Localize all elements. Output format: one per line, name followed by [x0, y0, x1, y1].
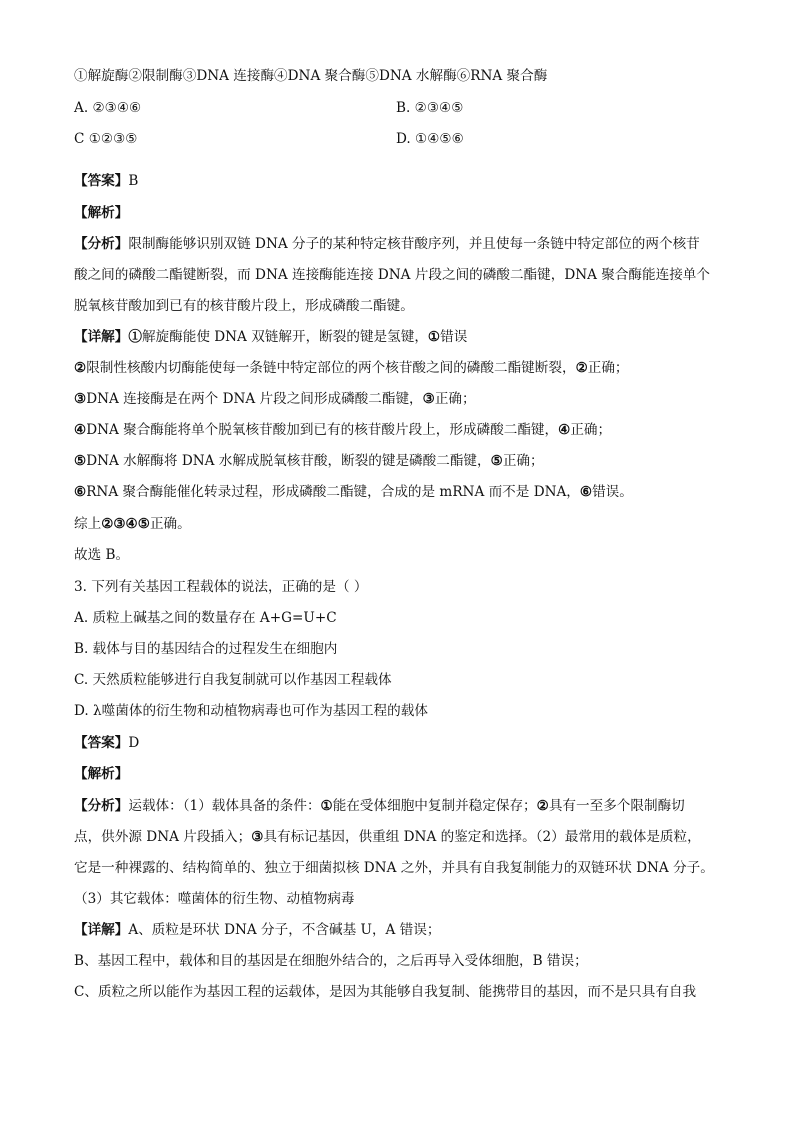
detail-line-3: ③DNA 连接酶是在两个 DNA 片段之间形成磷酸二酯键，③正确； — [74, 391, 476, 407]
detail-line-2: ②限制性核酸内切酶能使每一条链中特定部位的两个核苷酸之间的磷酸二酯键断裂，②正确； — [74, 360, 629, 376]
q3-analysis-line-2: 点，供外源 DNA 片段插入；③具有标记基因，供重组 DNA 的鉴定和选择。（2）最常用的载体是质粒， — [74, 829, 701, 845]
detail-line-5: ⑤DNA 水解酶将 DNA 水解成脱氧核苷酸，断裂的键是磷酸二酯键，⑤正确； — [74, 453, 544, 469]
q3-choice-b: B. 载体与目的基因结合的过程发生在细胞内 — [74, 641, 338, 657]
q3-answer-value: D — [128, 735, 140, 751]
question-3-stem: 3. 下列有关基因工程载体的说法，正确的是（ ） — [74, 579, 368, 595]
q3-choice-a: A. 质粒上碱基之间的数量存在 A+G=U+C — [74, 610, 337, 626]
answer-line — [74, 171, 734, 191]
q3-choice-d: D. λ噬菌体的衍生物和动植物病毒也可作为基因工程的载体 — [74, 703, 428, 719]
analysis-paragraph-line-1: 【分析】限制酶能够识别双链 DNA 分子的某种特定核苷酸序列，并且使每一条链中特定部位的两个核苷 — [74, 236, 700, 252]
q3-analysis-line-3: 它是一种裸露的、结构简单的、独立于细菌拟核 DNA 之外，并具有自我复制能力的双链环状 DNA 分子。 — [74, 860, 714, 876]
analysis-heading: 【解析】 — [74, 205, 129, 221]
q3-choice-c: C. 天然质粒能够进行自我复制就可以作基因工程载体 — [74, 672, 392, 688]
q3-detail-line-1: 【详解】A、质粒是环状 DNA 分子，不含碱基 U，A 错误； — [74, 922, 441, 938]
q3-analysis-line-4: （3）其它载体：噬菌体的衍生物、动植物病毒 — [74, 891, 355, 907]
detail-line-4: ④DNA 聚合酶能将单个脱氧核苷酸加到已有的核苷酸片段上，形成磷酸二酯键，④正确； — [74, 422, 612, 438]
analysis-paragraph-line-3: 脱氧核苷酸加到已有的核苷酸片段上，形成磷酸二酯键。 — [74, 298, 414, 314]
conclusion-line: 故选 B。 — [74, 547, 130, 563]
detail-line-1: 【详解】①解旋酶能使 DNA 双链解开，断裂的键是氢键，①错误 — [74, 329, 468, 345]
choice-d: D. ①④⑤⑥ — [396, 131, 464, 147]
q3-analysis-heading: 【解析】 — [74, 766, 129, 782]
detail-line-6: ⑥RNA 聚合酶能催化转录过程，形成磷酸二酯键，合成的是 mRNA 而不是 DNA，⑥错误。 — [74, 484, 633, 500]
q3-detail-line-3: C、质粒之所以能作为基因工程的运载体，是因为其能够自我复制、能携带目的基因，而不是只具有自我 — [74, 984, 697, 1000]
answer-value: B — [128, 173, 139, 189]
q3-analysis-line-1: 【分析】运载体：（1）载体具备的条件：①能在受体细胞中复制并稳定保存；②具有一至多个限制酶切 — [74, 798, 685, 814]
answer-tag: 【答案】 — [74, 173, 129, 189]
summary-line: 综上②③④⑤正确。 — [74, 516, 191, 532]
choice-c: C ①②③⑤ — [74, 131, 138, 147]
enzyme-options-list: ①解旋酶②限制酶③DNA 连接酶④DNA 聚合酶⑤DNA 水解酶⑥RNA 聚合酶 — [74, 68, 548, 84]
choice-a: A. ②③④⑥ — [74, 100, 142, 116]
q3-answer-line: 【答案】D — [74, 735, 140, 751]
q3-detail-line-2: B、基因工程中，载体和目的基因是在细胞外结合的，之后再导入受体细胞，B 错误； — [74, 953, 588, 969]
analysis-paragraph-line-2: 酸之间的磷酸二酯键断裂，而 DNA 连接酶能连接 DNA 片段之间的磷酸二酯键，DNA 聚合酶能连接单个 — [74, 267, 710, 283]
choice-b: B. ②③④⑤ — [396, 100, 464, 116]
